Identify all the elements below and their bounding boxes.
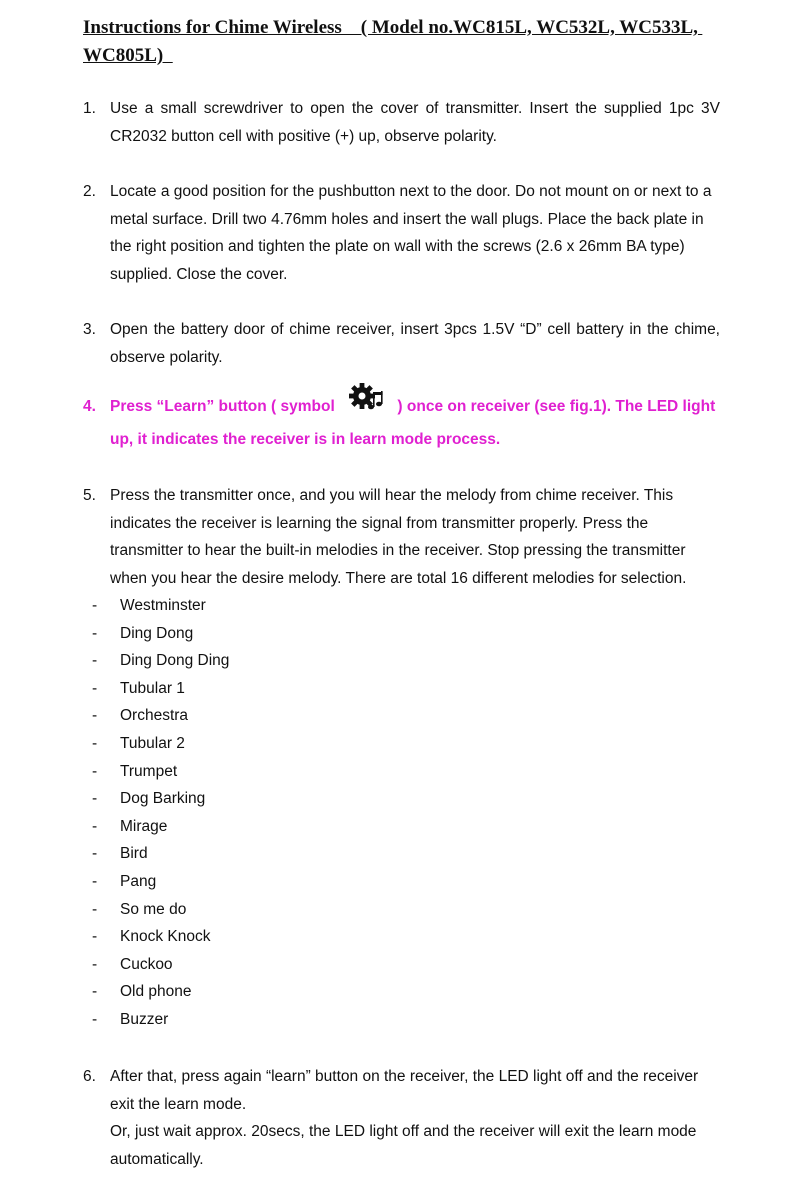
bullet-dash: - bbox=[92, 597, 98, 614]
step-text: After that, press again “learn” button on the receiver, the LED light off and the receiver exit the learn mode. bbox=[110, 1068, 699, 1113]
list-item: - Ding Dong Ding bbox=[83, 647, 720, 675]
bullet-dash: - bbox=[92, 624, 98, 642]
list-item: - Orchestra bbox=[83, 702, 720, 730]
list-item: - Knock Knock bbox=[83, 923, 720, 951]
melody-list bbox=[83, 592, 720, 1034]
bullet-dash: - bbox=[92, 1010, 98, 1028]
step-6 bbox=[83, 1063, 720, 1173]
step-text-alt: Or, just wait approx. 20secs, the LED light off and the receiver will exit the learn mode automatically. bbox=[110, 1123, 697, 1168]
step-text: Open the battery door of chime receiver, insert 3pcs 1.5V “D” cell battery in the chime, observe polarity. bbox=[110, 321, 720, 366]
bullet-dash: - bbox=[92, 734, 98, 752]
step-text: Locate a good position for the pushbutton next to the door. Do not mount on or next to a metal surface. Drill two 4.76mm holes and insert the wall plugs. Place the back plate in the right position and tighten the plate on wall with the screws (2.6 x 26mm BA type) supplied. Close the cover. bbox=[110, 183, 712, 283]
bullet-dash: - bbox=[92, 983, 98, 1001]
step-number: 3. bbox=[83, 321, 96, 338]
bullet-dash: - bbox=[92, 762, 98, 780]
step-5 bbox=[83, 482, 720, 1034]
step-text: Use a small screwdriver to open the cover of transmitter. Insert the supplied 1pc 3V CR2032 button cell with positive (+) up, observe polarity. bbox=[110, 100, 720, 145]
bullet-dash: - bbox=[92, 872, 98, 890]
bullet-dash: - bbox=[92, 817, 98, 835]
step-2 bbox=[83, 178, 720, 288]
bullet-dash: - bbox=[92, 928, 98, 946]
list-item: - Mirage bbox=[83, 813, 720, 841]
step-text bbox=[110, 390, 728, 456]
list-item: - Dog Barking bbox=[83, 785, 720, 813]
step-number: 4. bbox=[83, 398, 96, 415]
bullet-dash: - bbox=[92, 790, 98, 808]
step-number: 6. bbox=[83, 1068, 96, 1085]
bullet-dash: - bbox=[92, 679, 98, 697]
list-item: - Old phone bbox=[83, 978, 720, 1006]
list-item: - So me do bbox=[83, 896, 720, 924]
step-text: Press the transmitter once, and you will hear the melody from chime receiver. This indicates the receiver is learning the signal from transmitter properly. Press the transmitter to hear the built-in melodies in the receiver. Stop pressing the transmitter when you hear the desire melody. There are total 16 different melodies for selection. bbox=[110, 487, 687, 587]
list-item: - Bird bbox=[83, 840, 720, 868]
step-number: 1. bbox=[83, 100, 96, 117]
list-item: - Tubular 1 bbox=[83, 675, 720, 703]
list-item: - Ding Dong bbox=[83, 620, 720, 648]
bullet-dash: - bbox=[92, 707, 98, 725]
bullet-dash: - bbox=[92, 900, 98, 918]
step-3 bbox=[83, 316, 720, 371]
step-text-after: ) once on receiver (see fig.1). The LED light up, it indicates the receiver is in learn mode process. bbox=[110, 398, 716, 448]
step-text-before: Press “Learn” button ( symbol bbox=[110, 398, 335, 415]
step-number: 5. bbox=[83, 487, 96, 504]
bullet-dash: - bbox=[92, 652, 98, 670]
list-item: - Buzzer bbox=[83, 1006, 720, 1034]
bullet-dash: - bbox=[92, 845, 98, 863]
gear-music-icon bbox=[349, 382, 383, 424]
list-item: - Pang bbox=[83, 868, 720, 896]
step-1 bbox=[83, 95, 720, 150]
list-item: - Tubular 2 bbox=[83, 730, 720, 758]
step-4 bbox=[83, 390, 728, 456]
list-item: - Cuckoo bbox=[83, 951, 720, 979]
list-item: - Westminster bbox=[83, 592, 720, 620]
page-title: Instructions for Chime Wireless ( Model no.WC815L, WC532L, WC533L, WC805L) bbox=[83, 17, 703, 66]
step-number: 2. bbox=[83, 183, 96, 200]
bullet-dash: - bbox=[92, 955, 98, 973]
list-item: - Trumpet bbox=[83, 758, 720, 786]
